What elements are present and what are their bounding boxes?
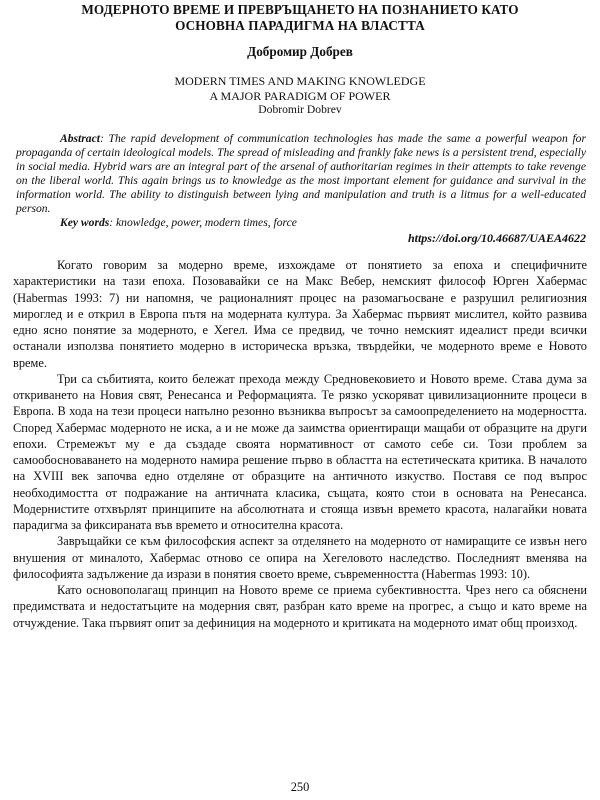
english-title-block — [0, 74, 600, 118]
title-line-1: МОДЕРНОТО ВРЕМЕ И ПРЕВРЪЩАНЕТО НА ПОЗНАНИЕТО КАТО — [81, 2, 519, 17]
title-line-2: ОСНОВНА ПАРАДИГМА НА ВЛАСТТА — [175, 18, 425, 33]
body-paragraph: Като основополагащ принцип на Новото време се приема субективността. Чрез него са обяснени предимствата и недостатъците на модерния свят, разбран като време на прогрес, а също и като време на отчуждение. Така първият опит за дефиниция на модерното и критиката на модерното имат общ произход. — [13, 583, 587, 630]
keywords — [16, 216, 586, 230]
abstract-label: Abstract — [60, 131, 100, 145]
body-text — [13, 257, 587, 631]
body-paragraph: Когато говорим за модерно време, изхождаме от понятието за епоха и специфичните характеристики на тази епоха. Позовавайки се на Макс Вебер, немският философ Юрген Хабермас (Habermas 1993: 7) ни напомня, че рационалният процес на разомагьосване е разрушил религиозния мироглед и е открил в Европа пътя на модерната култура. За Хабермас първият мислител, който развива едно ясно понятие за модерното, е Хегел. Има се предвид, че точно немският идеалист преди всички останали използва понятието модерно в историческа връзка, твърдейки, че модерното време е Новото време. — [13, 258, 587, 370]
abstract-text: : The rapid development of communication technologies has made the same a powerful weapon for propaganda of certain ideological models. The spread of misleading and frankly fake news is a persistent trend, especially in social media. Hybrid wars are an integral part of the arsenal of authoritarian regimes in their attempts to take revenge on the liberal world. This again brings us to knowledge as the most important element for guidance and survival in the information world. The ability to distinguish between lying and manipulation and truth is a litmus for a well-educated person. — [16, 131, 586, 215]
author-name-bg: Добромир Добрев — [247, 44, 353, 59]
doi-link[interactable]: https://doi.org/10.46687/UAEA4622 — [407, 231, 586, 246]
english-title-line-2: A MAJOR PARADIGM OF POWER — [209, 88, 391, 103]
keywords-label: Key words — [60, 216, 110, 230]
page-number: 250 — [290, 780, 310, 794]
keywords-text: : knowledge, power, modern times, force — [109, 216, 297, 230]
author-name-en: Dobromir Dobrev — [258, 103, 342, 116]
paper-title — [0, 0, 600, 34]
abstract — [16, 132, 586, 217]
body-paragraph: Завръщайки се към философския аспект за отделянето на модерното от намиращите се извън него внушения от миналото, Хабермас отново се опира на Хегеловото наследство. Последният вменява на философията задължение да изрази в понятия своето време, съвременността (Habermas 1993: 10). — [13, 534, 587, 581]
body-paragraph: Три са събитията, които бележат прехода между Средновековието и Новото време. Става дума за откриването на Новия свят, Ренесанса и Реформацията. Те рязко ускоряват цивилизационните процеси в Европа. В хода на тези процеси напълно резонно възниква въпросът за самоопределението на модерността. Според Хабермас модерното не иска, а и не може да заимства ориентиращи мащаби от образците на други епохи. Стремежът му е да създаде своята нормативност от самото себе си. Този проблем за самообосноваването на модерното намира решение първо в областта на естетическата критика. В началото на XVIII век започва едно отделяне от образците на античното изкуство. Поставя се под въпрос необходимостта от подражание на античната класика, същата, която стои в основата на Ренесанса. Модернистите отхвърлят принципите на абсолютната и стояща извън времето красота, налагайки новата парадигма за фиксираната във времето и относителна красота. — [13, 371, 587, 533]
english-title-line-1: MODERN TIMES AND MAKING KNOWLEDGE — [174, 74, 426, 88]
